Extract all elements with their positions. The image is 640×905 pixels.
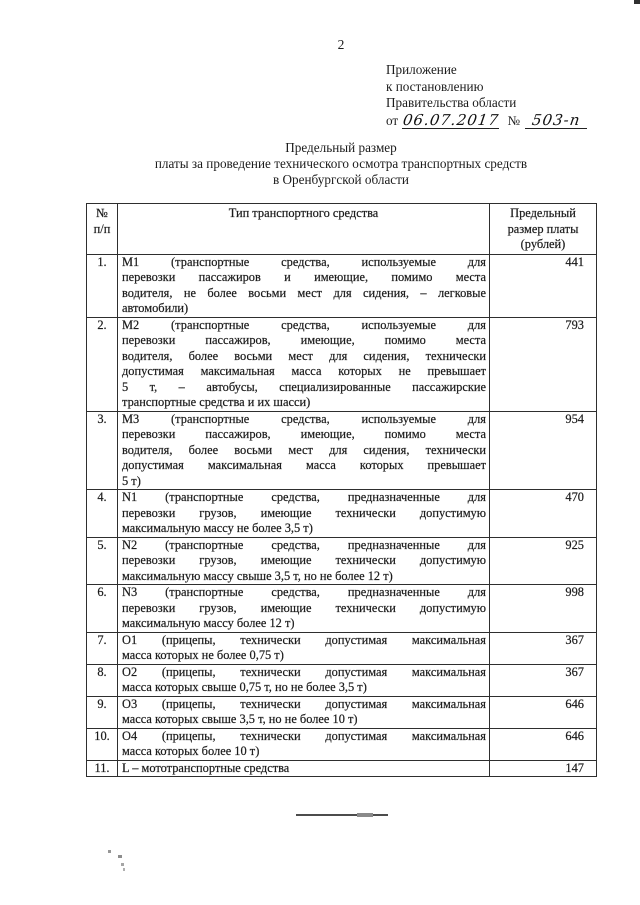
vehicle-type-cell — [118, 696, 490, 728]
type-line: О3 (прицепы, технически допустимая максимальная — [122, 696, 486, 711]
col-num-header — [87, 204, 118, 255]
date-underline — [402, 113, 499, 129]
table-row — [87, 254, 597, 317]
type-line: автомобили) — [122, 301, 189, 315]
fee-cell: 925 — [490, 537, 597, 585]
appendix-line: к постановлению — [386, 78, 484, 94]
row-number-cell: 10. — [87, 728, 118, 760]
fee-cell: 646 — [490, 696, 597, 728]
type-line: перевозки пассажиров, имеющие, помимо места — [122, 427, 486, 441]
vehicle-type-cell — [118, 317, 490, 411]
fee-cell: 367 — [490, 664, 597, 696]
fee-cell: 954 — [490, 411, 597, 490]
row-number-cell: 11. — [87, 760, 118, 777]
fee-cell: 367 — [490, 632, 597, 664]
fee-cell: 646 — [490, 728, 597, 760]
vehicle-type-cell — [118, 632, 490, 664]
fee-cell: 147 — [490, 760, 597, 777]
type-line: водителя, не более восьми мест для сидения, – легковые — [122, 285, 486, 300]
type-line: N1 (транспортные средства, предназначенные для — [122, 490, 486, 504]
table-row — [87, 664, 597, 696]
title-line: Предельный размер — [285, 140, 397, 155]
table-row — [87, 696, 597, 728]
table-row — [87, 632, 597, 664]
type-line: L – мототранспортные средства — [122, 760, 290, 775]
type-line: масса которых более 10 т) — [122, 744, 260, 758]
col-num-header-line: № — [96, 206, 108, 220]
vehicle-type-cell — [118, 537, 490, 585]
number-sign: № — [507, 112, 521, 128]
type-line: N3 (транспортные средства, предназначенные для — [122, 585, 486, 599]
table-row — [87, 537, 597, 585]
table-row — [87, 317, 597, 411]
type-line: масса которых не более 0,75 т) — [122, 648, 284, 662]
type-line: допустимая максимальная масса которых не превышает — [122, 364, 486, 378]
vehicle-type-cell — [118, 585, 490, 633]
table-row — [87, 760, 597, 777]
vehicle-type-cell — [118, 490, 490, 538]
vehicle-type-cell — [118, 411, 490, 490]
table-row — [87, 585, 597, 633]
type-line: N2 (транспортные средства, предназначенные для — [122, 537, 486, 552]
row-number-cell: 6. — [87, 585, 118, 633]
appendix-block — [386, 62, 587, 129]
col-num-header-line: п/п — [93, 221, 111, 236]
type-line: максимальную массу не более 3,5 т) — [122, 521, 313, 535]
appendix-line: Правительства области — [386, 95, 517, 111]
type-line: 5 т) — [122, 473, 141, 488]
scan-speck — [121, 863, 124, 866]
date-handwritten: 06.07.2017 — [401, 111, 500, 130]
doc-number-underline — [525, 113, 587, 129]
type-line: перевозки грузов, имеющие технически допустимую — [122, 600, 486, 615]
row-number-cell: 5. — [87, 537, 118, 585]
fee-cell: 441 — [490, 254, 597, 317]
type-line: 5 т, – автобусы, специализированные пассажирские — [122, 379, 486, 394]
scan-mark-top-right — [634, 0, 640, 4]
scan-speck — [108, 850, 111, 853]
doc-number-handwritten: 503-п — [530, 111, 582, 130]
type-line: О4 (прицепы, технически допустимая максимальная — [122, 728, 486, 743]
type-line: О1 (прицепы, технически допустимая максимальная — [122, 632, 486, 647]
vehicle-type-cell — [118, 728, 490, 760]
type-line: масса которых свыше 0,75 т, но не более 3,5 т) — [122, 680, 367, 694]
title-line: в Оренбургской области — [273, 172, 409, 188]
type-line: перевозки пассажиров и имеющие, помимо места — [122, 270, 486, 284]
type-line: М3 (транспортные средства, используемые для — [122, 411, 486, 426]
row-number-cell: 4. — [87, 490, 118, 538]
type-line: масса которых свыше 3,5 т, но не более 10 т) — [122, 712, 358, 726]
appendix-line: Приложение — [386, 62, 457, 77]
row-number-cell: 7. — [87, 632, 118, 664]
appendix-from-line — [386, 113, 587, 130]
scan-speck — [123, 868, 125, 871]
type-line: О2 (прицепы, технически допустимая максимальная — [122, 664, 486, 679]
type-line: допустимая максимальная масса которых превышает — [122, 458, 486, 472]
row-number-cell: 1. — [87, 254, 118, 317]
page-number: 2 — [337, 37, 345, 52]
type-line: водителя, более восьми мест для сидения, технически — [122, 442, 486, 457]
row-number-cell: 9. — [87, 696, 118, 728]
col-type-header: Тип транспортного средства — [118, 204, 490, 255]
end-divider-line — [296, 814, 388, 816]
from-label: от — [386, 112, 399, 128]
table-row — [87, 411, 597, 490]
type-line: транспортные средства и их шасси) — [122, 395, 311, 409]
fee-cell: 998 — [490, 585, 597, 633]
document-title — [86, 140, 596, 189]
table-row — [87, 490, 597, 538]
vehicle-type-cell — [118, 254, 490, 317]
end-divider-smudge — [357, 813, 373, 817]
type-line: максимальную массу более 12 т) — [122, 616, 295, 630]
vehicle-type-cell — [118, 760, 490, 777]
table-header-row — [87, 204, 597, 255]
type-line: максимальную массу свыше 3,5 т, но не более 12 т) — [122, 568, 393, 583]
fee-cell: 793 — [490, 317, 597, 411]
type-line: водителя, более восьми мест для сидения, технически — [122, 348, 486, 363]
type-line: М2 (транспортные средства, используемые для — [122, 317, 486, 332]
title-line: платы за проведение технического осмотра транспортных средств — [154, 156, 528, 172]
scan-speck — [118, 855, 122, 858]
fees-table — [86, 203, 597, 777]
vehicle-type-cell — [118, 664, 490, 696]
table-row — [87, 728, 597, 760]
row-number-cell: 3. — [87, 411, 118, 490]
col-fee-header: Предельный размер платы (рублей) — [490, 204, 597, 255]
type-line: М1 (транспортные средства, используемые для — [122, 254, 486, 269]
type-line: перевозки грузов, имеющие технически допустимую — [122, 505, 486, 520]
type-line: перевозки пассажиров, имеющие, помимо места — [122, 333, 486, 347]
fee-cell: 470 — [490, 490, 597, 538]
row-number-cell: 8. — [87, 664, 118, 696]
type-line: перевозки грузов, имеющие технически допустимую — [122, 553, 486, 567]
row-number-cell: 2. — [87, 317, 118, 411]
